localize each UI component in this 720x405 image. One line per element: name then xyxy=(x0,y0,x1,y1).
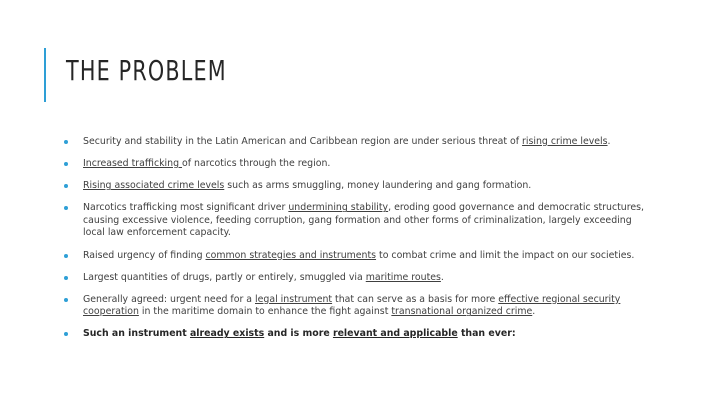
bullet-dot-icon xyxy=(64,140,68,144)
bullet-item xyxy=(64,328,648,341)
title-accent-bar xyxy=(44,48,46,102)
bullet-text: . xyxy=(440,271,444,283)
underlined-text: common strategies and instruments xyxy=(205,249,377,261)
bullet-text: . xyxy=(532,306,536,318)
bullet-text: Security and stability in the Latin American and Caribbean region are under serious threat of xyxy=(83,136,523,147)
bullet-text: Raised urgency of finding xyxy=(83,249,206,261)
bullet-item xyxy=(64,158,648,171)
bullet-text: to combat crime and limit the impact on our societies. xyxy=(376,249,635,261)
bullet-item xyxy=(64,202,648,240)
bullet-text: in the maritime domain to enhance the fight against xyxy=(138,306,392,318)
underlined-text: Increased trafficking xyxy=(83,158,183,170)
bullet-text: than ever: xyxy=(457,328,516,340)
bullet-item xyxy=(64,250,648,263)
bullet-dot-icon xyxy=(64,276,68,280)
underlined-text: already exists xyxy=(189,328,265,340)
underlined-text: undermining stability xyxy=(288,202,389,214)
underlined-text: transnational organized crime xyxy=(391,306,533,318)
bullet-dot-icon xyxy=(64,298,68,302)
bullet-text: that can serve as a basis for more xyxy=(332,293,499,305)
bullet-dot-icon xyxy=(64,184,68,188)
bullet-text: , eroding good governance and democratic structures, causing excessive violence, feeding corruption, gang formation and other forms of criminalization, largely exceeding local law enforcement capacity. xyxy=(83,202,645,239)
underlined-text: Rising associated crime levels xyxy=(83,180,225,192)
underlined-text: legal instrument xyxy=(255,293,333,305)
bullet-dot-icon xyxy=(64,332,68,336)
underlined-text: effective regional security cooperation xyxy=(83,293,621,318)
bullet-item xyxy=(64,136,648,149)
bullet-text: Such an instrument xyxy=(83,328,190,340)
bullet-text: Generally agreed: urgent need for a xyxy=(83,293,255,305)
bullet-item xyxy=(64,272,648,285)
bullet-dot-icon xyxy=(64,206,68,210)
bullet-text: Narcotics trafficking most significant driver xyxy=(83,202,289,214)
bullet-list xyxy=(64,136,648,351)
bullet-dot-icon xyxy=(64,162,68,166)
underlined-text: relevant and applicable xyxy=(332,328,458,340)
bullet-text: such as arms smuggling, money laundering and gang formation. xyxy=(224,180,532,192)
bullet-item xyxy=(64,180,648,193)
bullet-text: of narcotics through the region. xyxy=(182,158,331,170)
underlined-text: rising crime levels xyxy=(522,136,608,147)
bullet-item xyxy=(64,294,648,319)
underlined-text: maritime routes xyxy=(365,271,441,283)
bullet-text: and is more xyxy=(264,328,333,340)
bullet-dot-icon xyxy=(64,254,68,258)
bullet-text: . xyxy=(607,136,611,147)
bullet-text: Largest quantities of drugs, partly or entirely, smuggled via xyxy=(83,271,366,283)
slide-title: THE PROBLEM xyxy=(66,54,227,87)
